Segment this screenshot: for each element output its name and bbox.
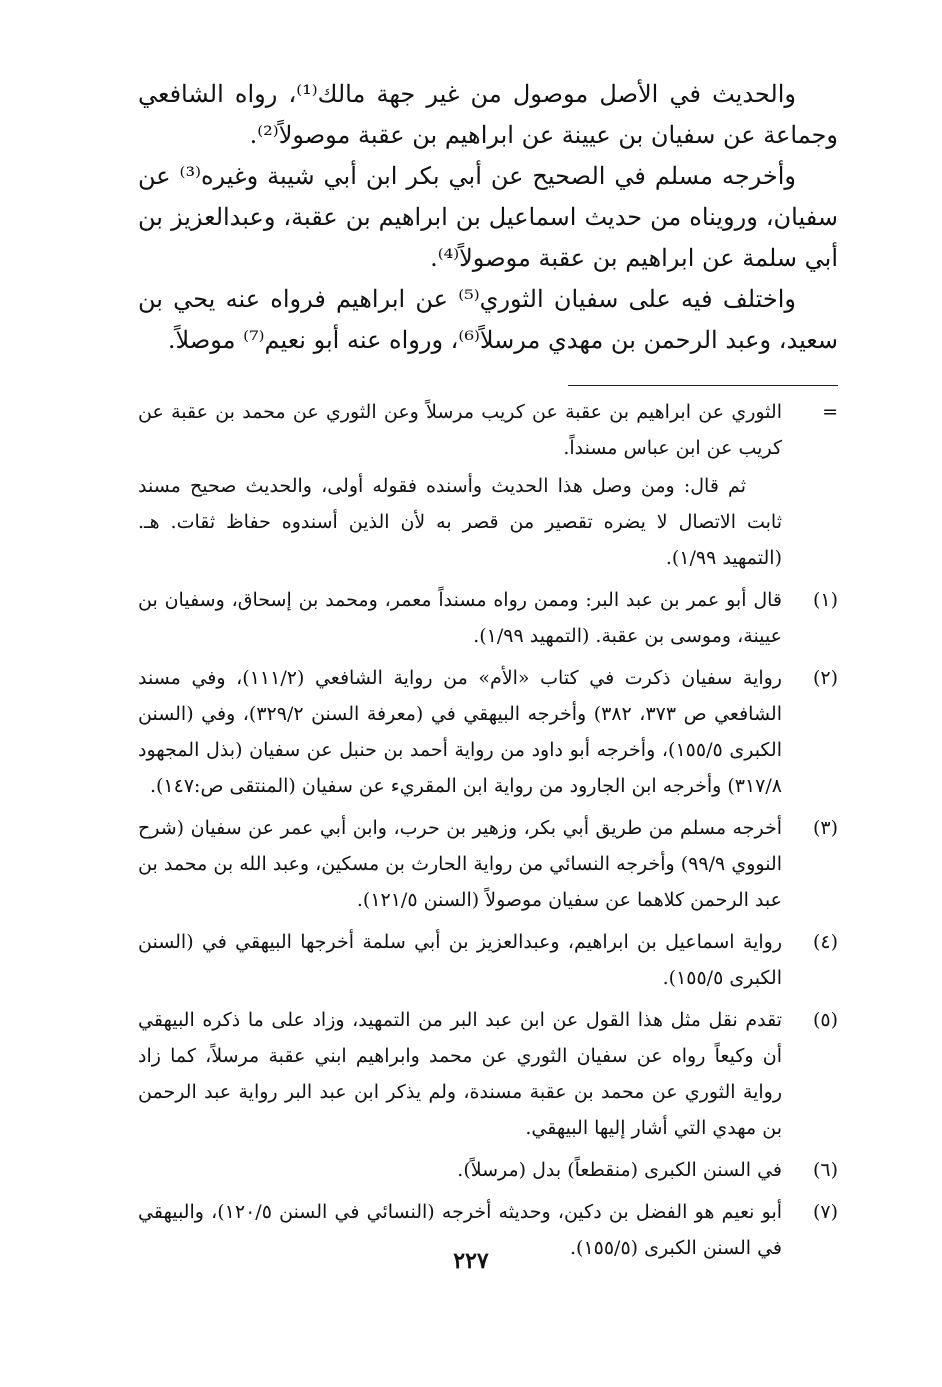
paragraph: وأخرجه مسلم في الصحيح عن أبي بكر ابن أبي شيبة وغيره⁽³⁾ عن سفيان، ورويناه من حديث اسماعيل بن ابراهيم بن عقبة، وعبدالعزيز بن أبي سلمة عن ابراهيم بن عقبة موصولاً⁽⁴⁾. — [138, 162, 838, 272]
footnotes — [138, 394, 838, 1272]
paragraph: والحديث في الأصل موصول من غير جهة مالك⁽¹⁾، رواه الشافعي وجماعة عن سفيان بن عيينة عن ابراهيم بن عقبة موصولاً⁽²⁾. — [138, 80, 838, 149]
main-text — [138, 74, 838, 361]
footnote-divider — [568, 385, 838, 386]
footnote-text: قال أبو عمر بن عبد البر: وممن رواه مسنداً معمر، ومحمد بن إسحاق، وسفيان بن عيينة، وموسى بن عقبة. (التمهيد ١/٩٩). — [138, 589, 782, 647]
footnote-2 — [138, 660, 838, 804]
footnote-continuation — [138, 394, 838, 576]
footnote-4 — [138, 924, 838, 996]
footnote-text: تقدم نقل مثل هذا القول عن ابن عبد البر من التمهيد، وزاد على ما ذكره البيهقي أن وكيعاً رواه عن سفيان الثوري عن محمد وابراهيم ابني عقبة مرسلاً، كما زاد رواية الثوري عن محمد بن عقبة مسندة، ولم يذكر ابن عبد البر رواية عبد الرحمن بن مهدي التي أشار إليها البيهقي. — [138, 1009, 782, 1139]
footnote-6 — [138, 1152, 838, 1188]
footnote-text: في السنن الكبرى (منقطعاً) بدل (مرسلاً). — [457, 1159, 782, 1181]
footnote-number: = — [822, 401, 838, 423]
footnote-text: ثم قال: ومن وصل هذا الحديث وأسنده فقوله أولى، والحديث صحيح مسند ثابت الاتصال لا يضره تقصير من قصر به لأن الذين أسندوه حفاظ ثقات. هـ. (التمهيد ١/٩٩). — [138, 475, 782, 569]
footnote-1 — [138, 582, 838, 654]
footnote-text: أخرجه مسلم من طريق أبي بكر، وزهير بن حرب، وابن أبي عمر عن سفيان (شرح النووي ٩٩/٩) وأخرجه النسائي من رواية الحارث بن مسكين، وعبد الله بن محمد بن عبد الرحمن كلاهما عن سفيان موصولاً (السنن ١٢١/٥). — [138, 817, 782, 911]
paragraph: واختلف فيه على سفيان الثوري⁽⁵⁾ عن ابراهيم فرواه عنه يحي بن سعيد، وعبد الرحمن بن مهدي مرسلاً⁽⁶⁾، ورواه عنه أبو نعيم⁽⁷⁾ موصلاً. — [138, 285, 838, 354]
footnote-number: (٧) — [812, 1201, 838, 1223]
footnote-text: رواية سفيان ذكرت في كتاب «الأم» من رواية الشافعي (١١١/٢)، وفي مسند الشافعي ص ٣٧٣، ٣٨٢) وأخرجه البيهقي في (معرفة السنن ٣٢٩/٢)، وفي (السنن الكبرى ١٥٥/٥)، وأخرجه أبو داود من رواية أحمد بن حنبل عن سفيان (بذل المجهود ٣١٧/٨) وأخرجه ابن الجارود من رواية ابن المقريء عن سفيان (المنتقى ص:١٤٧). — [138, 667, 782, 797]
footnote-number: (٢) — [812, 667, 838, 689]
footnote-number: (٣) — [812, 817, 838, 839]
footnote-number: (٦) — [812, 1159, 838, 1181]
footnote-text: رواية اسماعيل بن ابراهيم، وعبدالعزيز بن أبي سلمة أخرجها البيهقي في (السنن الكبرى ١٥٥/٥). — [138, 931, 782, 989]
footnote-3 — [138, 810, 838, 918]
footnote-number: (٥) — [812, 1009, 838, 1031]
footnote-number: (١) — [812, 589, 838, 611]
footnote-number: (٤) — [812, 931, 838, 953]
page-number: ٢٢٧ — [453, 1248, 489, 1274]
footnote-text: الثوري عن ابراهيم بن عقبة عن كريب مرسلاً وعن الثوري عن محمد بن عقبة عن كريب عن ابن عباس مسنداً. — [138, 401, 782, 459]
footnote-5 — [138, 1002, 838, 1146]
footnote-text: أبو نعيم هو الفضل بن دكين، وحديثه أخرجه (النسائي في السنن ١٢٠/٥)، والبيهقي في السنن الكبرى (١٥٥/٥). — [138, 1201, 783, 1259]
